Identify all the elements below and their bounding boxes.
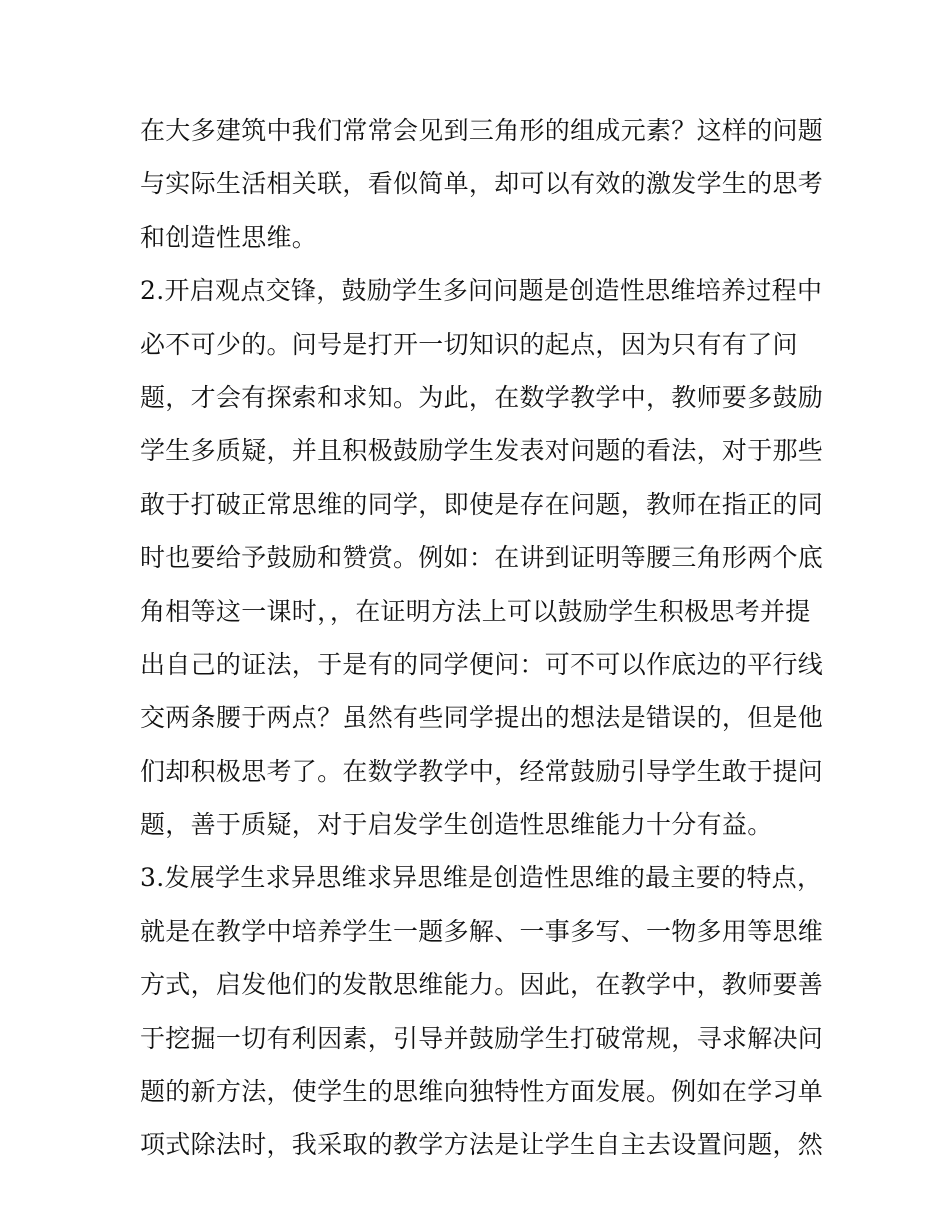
text-line: 题，善于质疑，对于启发学生创造性思维能力十分有益。 <box>140 810 773 840</box>
text-line: 题，才会有探索和求知。为此，在数学教学中，教师要多鼓励 <box>140 382 824 412</box>
text-line: 项式除法时，我采取的教学方法是让学生自主去设置问题，然 <box>140 1130 824 1160</box>
text-line: 必不可少的。问号是打开一切知识的起点，因为只有有了问 <box>140 329 798 359</box>
text-line: 交两条腰于两点？虽然有些同学提出的想法是错误的，但是他 <box>140 703 824 733</box>
text-line: 3.发展学生求异思维求异思维是创造性思维的最主要的特点， <box>140 863 823 893</box>
text-line: 角相等这一课时，，在证明方法上可以鼓励学生积极思考并提 <box>140 596 811 626</box>
text-line: 方式，启发他们的发散思维能力。因此，在教学中，教师要善 <box>140 970 824 1000</box>
text-line: 题的新方法，使学生的思维向独特性方面发展。例如在学习单 <box>140 1077 824 1107</box>
text-line: 时也要给予鼓励和赞赏。例如：在讲到证明等腰三角形两个底 <box>140 543 824 573</box>
text-line: 学生多质疑，并且积极鼓励学生发表对问题的看法，对于那些 <box>140 436 824 466</box>
text-line: 敢于打破正常思维的同学，即使是存在问题，教师在指正的同 <box>140 489 824 519</box>
text-line: 与实际生活相关联，看似简单，却可以有效的激发学生的思考 <box>140 169 824 199</box>
text-line: 出自己的证法，于是有的同学便问：可不可以作底边的平行线 <box>140 649 824 679</box>
text-line: 于挖掘一切有利因素，引导并鼓励学生打破常规，寻求解决问 <box>140 1023 824 1053</box>
text-line: 和创造性思维。 <box>140 222 318 252</box>
body-text <box>140 104 830 1172</box>
text-line: 2.开启观点交锋，鼓励学生多问问题是创造性思维培养过程中 <box>140 276 823 306</box>
text-line: 就是在教学中培养学生一题多解、一事多写、一物多用等思维 <box>140 916 824 946</box>
text-line: 在大多建筑中我们常常会见到三角形的组成元素？这样的问题 <box>140 116 824 145</box>
text-line: 们却积极思考了。在数学教学中，经常鼓励引导学生敢于提问 <box>140 756 824 786</box>
